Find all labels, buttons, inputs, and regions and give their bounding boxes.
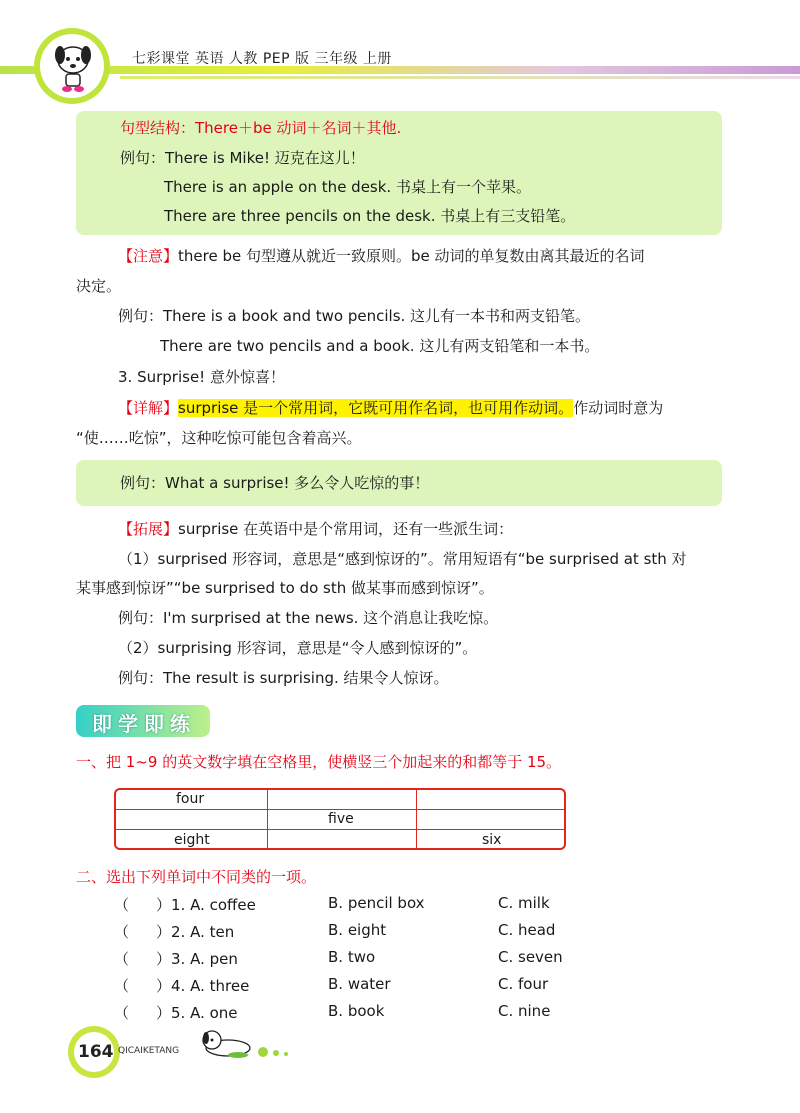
- option-c: C. seven: [498, 948, 563, 966]
- example-line: There are two pencils and a book. 这儿有两支铅笔和一本书。: [160, 337, 600, 355]
- dog-mascot-icon: [46, 38, 100, 94]
- question-1-title: 一、把 1~9 的英文数字填在空格里，使横竖三个加起来的和都等于 15。: [76, 753, 562, 771]
- answer-paren[interactable]: （: [114, 977, 130, 995]
- highlighted-text: surprise 是一个常用词，它既可用作名词，也可用作动词。: [178, 399, 574, 417]
- expand-line: 例句：The result is surprising. 结果令人惊讶。: [118, 669, 449, 687]
- grid-cell[interactable]: eight: [174, 832, 210, 848]
- note-paragraph: [118, 245, 645, 267]
- page-number: 164: [78, 1042, 114, 1062]
- question-2-title: 二、选出下列单词中不同类的一项。: [76, 868, 317, 886]
- explain-text: 作动词时意为: [573, 399, 664, 417]
- grid-cell[interactable]: six: [482, 832, 502, 848]
- option-c: C. four: [498, 975, 549, 993]
- explain-text-cont: “使……吃惊”，这种吃惊可能包含着高兴。: [76, 429, 362, 447]
- dot-icon: [273, 1050, 279, 1056]
- note-tag: 【注意】: [118, 247, 179, 265]
- option-c: C. nine: [498, 1002, 551, 1020]
- option-a: ）2. A. ten: [156, 923, 235, 941]
- grid-cell[interactable]: four: [176, 791, 205, 807]
- structure-rule: 句型结构：There＋be 动词＋名词＋其他.: [120, 119, 402, 137]
- dot-icon: [284, 1052, 288, 1056]
- expand-text: surprise 在英语中是个常用词，还有一些派生词：: [178, 520, 514, 538]
- option-b: B. two: [328, 948, 376, 966]
- header-title: 七彩课堂 英语 人教 PEP 版 三年级 上册: [132, 51, 392, 67]
- option-c: C. milk: [498, 894, 550, 912]
- option-a: ）3. A. pen: [156, 950, 238, 968]
- header-bar: [0, 66, 800, 74]
- header-bar-accent: [120, 76, 800, 79]
- explain-paragraph: [118, 397, 663, 419]
- option-a: ）5. A. one: [156, 1004, 238, 1022]
- grid-cell[interactable]: five: [328, 811, 354, 827]
- option-b: B. eight: [328, 921, 387, 939]
- practice-banner-title: 即学即练: [92, 712, 196, 736]
- explain-tag: 【详解】: [118, 399, 179, 417]
- option-b: B. water: [328, 975, 391, 993]
- brand-name: QICAIKETANG: [118, 1046, 180, 1056]
- expand-line: 某事感到惊讶”“be surprised to do sth 做某事而感到惊讶”。: [76, 579, 494, 597]
- example-line: 例句：There is Mike! 迈克在这儿！: [120, 149, 365, 167]
- answer-paren[interactable]: （: [114, 896, 130, 914]
- expand-tag: 【拓展】: [118, 520, 179, 538]
- option-b: B. pencil box: [328, 894, 425, 912]
- magic-square-grid: [114, 788, 566, 850]
- example-line: There are three pencils on the desk. 书桌上有三支铅笔。: [164, 207, 576, 225]
- dog-lying-icon: [198, 1028, 256, 1058]
- example-line: 例句：What a surprise! 多么令人吃惊的事！: [120, 474, 430, 492]
- answer-paren[interactable]: （: [114, 1004, 130, 1022]
- note-text-cont: 决定。: [76, 277, 122, 295]
- option-a: ）4. A. three: [156, 977, 250, 995]
- expand-line: （2）surprising 形容词，意思是“令人感到惊讶的”。: [118, 639, 478, 657]
- expand-line: 例句：I'm surprised at the news. 这个消息让我吃惊。: [118, 609, 499, 627]
- note-text: there be 句型遵从就近一致原则。be 动词的单复数由离其最近的名词: [178, 247, 645, 265]
- dot-icon: [258, 1047, 268, 1057]
- expand-paragraph: [118, 518, 513, 540]
- option-b: B. book: [328, 1002, 385, 1020]
- section-title: 3. Surprise! 意外惊喜！: [118, 368, 285, 386]
- example-line: There is an apple on the desk. 书桌上有一个苹果。: [164, 178, 531, 196]
- option-a: ）1. A. coffee: [156, 896, 256, 914]
- answer-paren[interactable]: （: [114, 950, 130, 968]
- expand-line: （1）surprised 形容词，意思是“感到惊讶的”。常用短语有“be surprised at sth 对: [118, 550, 687, 568]
- answer-paren[interactable]: （: [114, 923, 130, 941]
- example-line: 例句：There is a book and two pencils. 这儿有一本书和两支铅笔。: [118, 307, 591, 325]
- option-c: C. head: [498, 921, 556, 939]
